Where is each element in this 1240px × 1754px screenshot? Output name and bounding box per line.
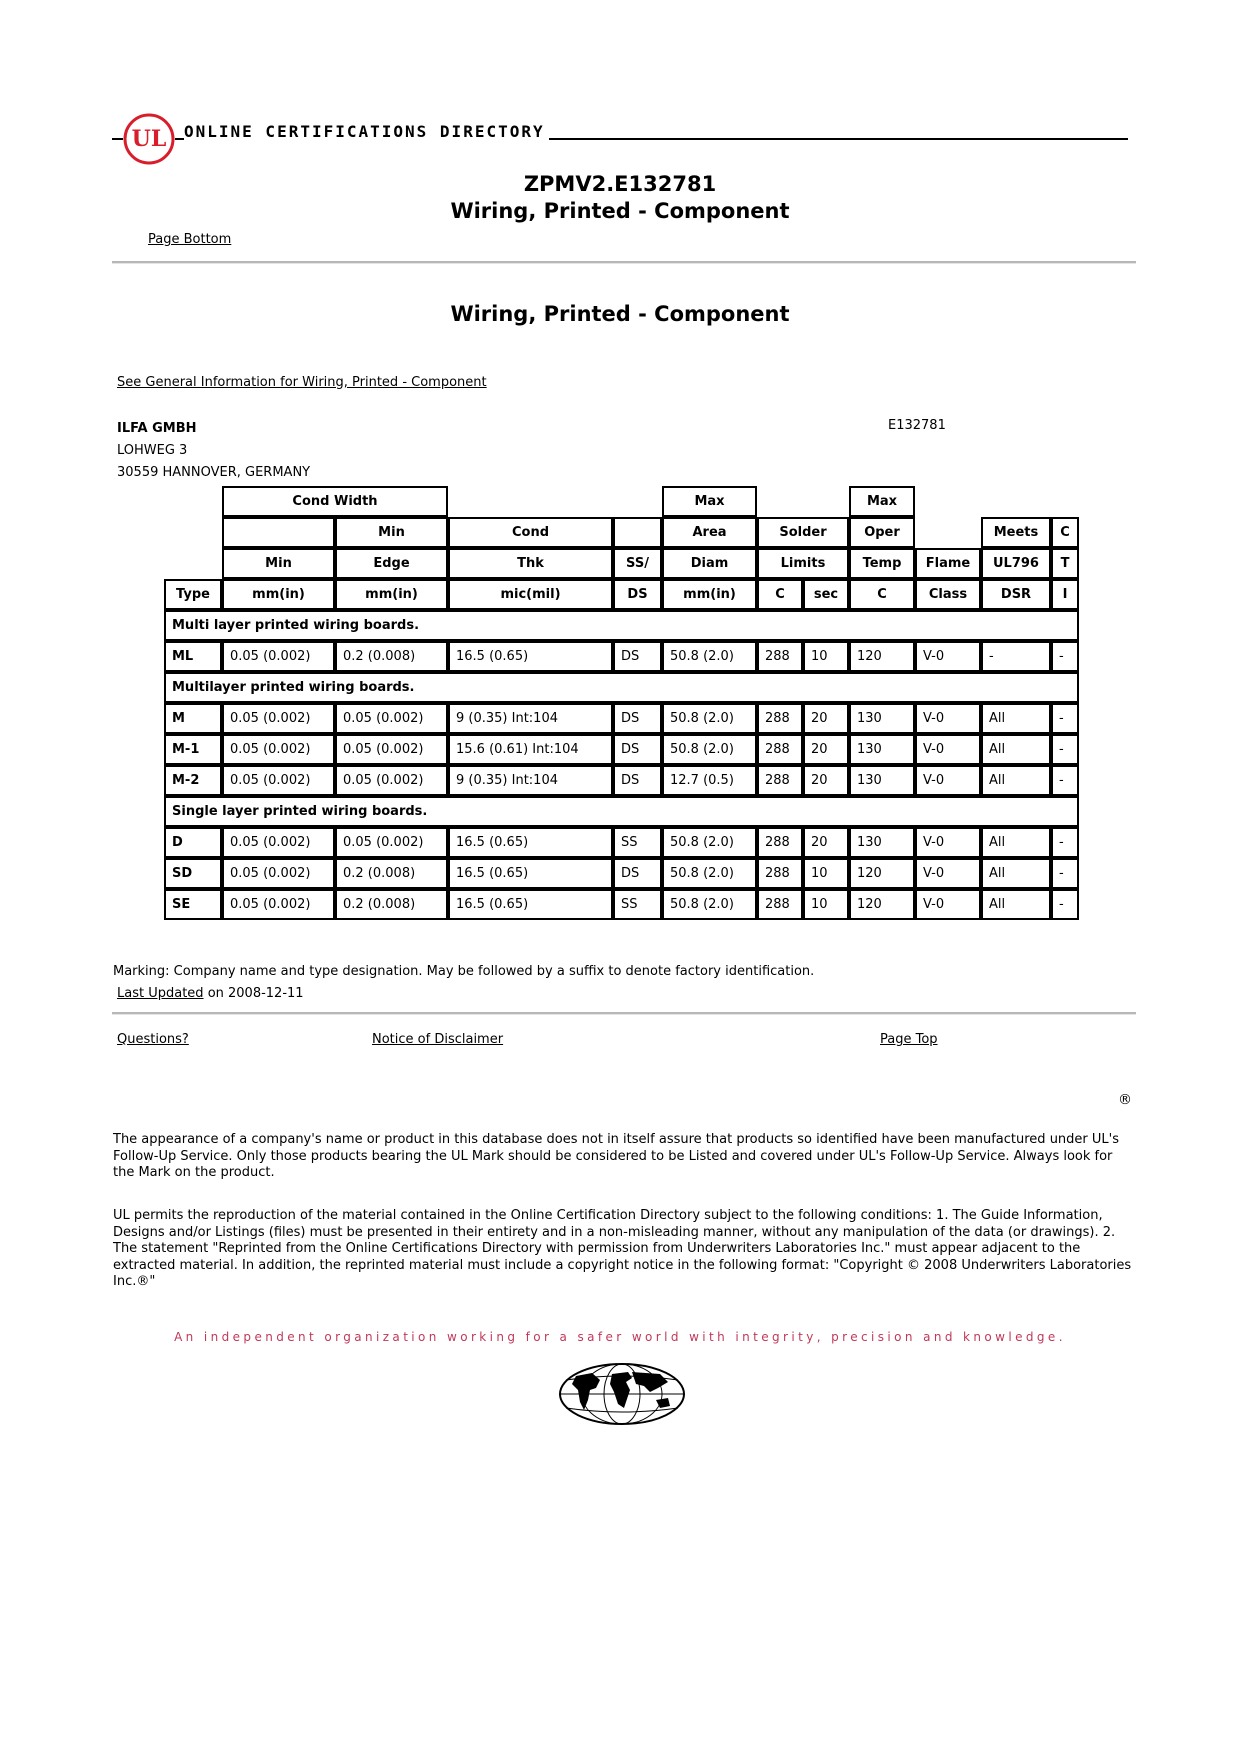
cell-min-width: 0.05 (0.002) — [222, 765, 335, 796]
col-header-mm-diam: mm(in) — [662, 579, 757, 610]
col-header-thk: Thk — [448, 548, 613, 579]
divider-bottom — [112, 1012, 1136, 1015]
cell-min-edge: 0.05 (0.002) — [335, 734, 448, 765]
cell-max-oper-temp: 130 — [849, 765, 915, 796]
cell-meets-ul796: - — [981, 641, 1051, 672]
col-header-i: I — [1051, 579, 1079, 610]
reprint-paragraph: UL permits the reproduction of the material contained in the Online Certification Directory subject to the following conditions: 1. The Guide Information, Designs and/or Listings (files) must be presented in their entirety and in a non-misleading manner, without any manipulation of the data (or drawings). 2. The statement "Reprinted from the Online Certifications Directory with permission from Underwriters Laboratories Inc." must appear adjacent to the extracted material. In addition, the reprinted material must include a copyright notice in the following format: "Copyright © 2008 Underwriters Laboratories Inc.®" — [113, 1208, 1132, 1289]
table-row — [164, 889, 1079, 920]
section-title-cell: Multi layer printed wiring boards. — [164, 610, 1079, 641]
col-header-solder-c: C — [757, 579, 803, 610]
cell-min-edge: 0.2 (0.008) — [335, 858, 448, 889]
cell-solder-c: 288 — [757, 827, 803, 858]
cell-type: M-1 — [164, 734, 222, 765]
col-header-limits: Limits — [757, 548, 849, 579]
cell-type: M — [164, 703, 222, 734]
cell-solder-sec: 20 — [803, 827, 849, 858]
cell-min-edge: 0.05 (0.002) — [335, 765, 448, 796]
cell-solder-c: 288 — [757, 734, 803, 765]
section-row — [164, 610, 1079, 641]
cell-solder-sec: 10 — [803, 858, 849, 889]
col-header-dsr: DSR — [981, 579, 1051, 610]
ul-logo-icon — [122, 112, 176, 166]
section-row — [164, 672, 1079, 703]
col-header-meets: Meets — [981, 517, 1051, 548]
cell-cti: - — [1051, 858, 1079, 889]
cell-meets-ul796: All — [981, 889, 1051, 920]
cell-solder-c: 288 — [757, 703, 803, 734]
cell-cti: - — [1051, 703, 1079, 734]
cell-cti: - — [1051, 641, 1079, 672]
header-row-4 — [164, 579, 1079, 610]
cell-cond-thk: 16.5 (0.65) — [448, 827, 613, 858]
cell-flame-class: V-0 — [915, 889, 981, 920]
cell-min-width: 0.05 (0.002) — [222, 734, 335, 765]
divider-top — [112, 261, 1136, 264]
cell-cond-thk: 16.5 (0.65) — [448, 641, 613, 672]
col-header-mic: mic(mil) — [448, 579, 613, 610]
cell-max-oper-temp: 130 — [849, 734, 915, 765]
cell-min-edge: 0.05 (0.002) — [335, 827, 448, 858]
globe-icon — [558, 1362, 686, 1426]
file-number: E132781 — [888, 418, 946, 433]
cell-max-area-diam: 12.7 (0.5) — [662, 765, 757, 796]
col-header-min: Min — [335, 517, 448, 548]
table-row — [164, 827, 1079, 858]
marking-text: Marking: Company name and type designation. May be followed by a suffix to denote factory identification. — [113, 964, 815, 979]
cell-cti: - — [1051, 889, 1079, 920]
cell-ss-ds: DS — [613, 765, 662, 796]
logo-text: UL — [131, 126, 167, 152]
col-header-diam: Diam — [662, 548, 757, 579]
cell-max-area-diam: 50.8 (2.0) — [662, 703, 757, 734]
cell-solder-sec: 20 — [803, 734, 849, 765]
cell-type: D — [164, 827, 222, 858]
cell-max-oper-temp: 120 — [849, 641, 915, 672]
cell-min-width: 0.05 (0.002) — [222, 827, 335, 858]
questions-link[interactable]: Questions? — [117, 1032, 189, 1047]
cell-cond-thk: 9 (0.35) Int:104 — [448, 703, 613, 734]
col-header-type: Type — [164, 579, 222, 610]
cell-meets-ul796: All — [981, 703, 1051, 734]
col-header-c: C — [1051, 517, 1079, 548]
col-header-min-width: Min — [222, 548, 335, 579]
cell-cond-thk: 16.5 (0.65) — [448, 889, 613, 920]
section-title-cell: Single layer printed wiring boards. — [164, 796, 1079, 827]
col-header-edge: Edge — [335, 548, 448, 579]
cell-max-area-diam: 50.8 (2.0) — [662, 827, 757, 858]
col-header-mm-edge: mm(in) — [335, 579, 448, 610]
cell-ss-ds: DS — [613, 858, 662, 889]
table-row — [164, 641, 1079, 672]
cell-flame-class: V-0 — [915, 641, 981, 672]
cell-meets-ul796: All — [981, 858, 1051, 889]
cell-min-width: 0.05 (0.002) — [222, 889, 335, 920]
table-row — [164, 858, 1079, 889]
cell-cti: - — [1051, 765, 1079, 796]
company-address — [117, 418, 310, 484]
cell-ss-ds: SS — [613, 889, 662, 920]
cell-max-area-diam: 50.8 (2.0) — [662, 889, 757, 920]
section-title: Wiring, Printed - Component — [450, 302, 790, 326]
cell-meets-ul796: All — [981, 765, 1051, 796]
last-updated-link[interactable]: Last Updated — [117, 986, 204, 1001]
cell-min-edge: 0.05 (0.002) — [335, 703, 448, 734]
cell-solder-c: 288 — [757, 641, 803, 672]
cell-solder-c: 288 — [757, 889, 803, 920]
cell-ss-ds: DS — [613, 703, 662, 734]
cell-type: SE — [164, 889, 222, 920]
cell-max-oper-temp: 130 — [849, 703, 915, 734]
last-updated-date: on 2008-12-11 — [207, 986, 304, 1001]
col-header-max-area: Max — [662, 486, 757, 517]
cell-solder-sec: 20 — [803, 703, 849, 734]
col-header-mm-min: mm(in) — [222, 579, 335, 610]
cell-max-oper-temp: 120 — [849, 889, 915, 920]
cell-ss-ds: SS — [613, 827, 662, 858]
cell-solder-c: 288 — [757, 765, 803, 796]
general-info-link[interactable]: See General Information for Wiring, Printed - Component — [117, 375, 487, 390]
disclaimer-link[interactable]: Notice of Disclaimer — [372, 1032, 504, 1047]
listings-table — [164, 486, 1079, 920]
cell-cond-thk: 16.5 (0.65) — [448, 858, 613, 889]
cell-cond-thk: 15.6 (0.61) Int:104 — [448, 734, 613, 765]
col-header-temp-c: C — [849, 579, 915, 610]
cell-meets-ul796: All — [981, 734, 1051, 765]
section-row — [164, 796, 1079, 827]
section-title-cell: Multilayer printed wiring boards. — [164, 672, 1079, 703]
header-row-3 — [164, 548, 1079, 579]
col-header-ul796: UL796 — [981, 548, 1051, 579]
cell-min-width: 0.05 (0.002) — [222, 641, 335, 672]
cell-min-width: 0.05 (0.002) — [222, 858, 335, 889]
col-header-cond: Cond — [448, 517, 613, 548]
page-top-link[interactable]: Page Top — [880, 1032, 938, 1047]
col-header-class: Class — [915, 579, 981, 610]
col-header-cond-width: Cond Width — [222, 486, 448, 517]
cell-type: M-2 — [164, 765, 222, 796]
col-header-ds: DS — [613, 579, 662, 610]
col-header-temp: Temp — [849, 548, 915, 579]
col-header-flame: Flame — [915, 548, 981, 579]
col-header-max-oper: Max — [849, 486, 915, 517]
page-bottom-link[interactable]: Page Bottom — [148, 232, 232, 247]
registered-mark: ® — [1118, 1092, 1132, 1108]
document-title: Wiring, Printed - Component — [450, 199, 790, 223]
page-header — [112, 108, 1128, 168]
cell-solder-c: 288 — [757, 858, 803, 889]
cell-max-oper-temp: 120 — [849, 858, 915, 889]
cell-min-edge: 0.2 (0.008) — [335, 641, 448, 672]
cell-flame-class: V-0 — [915, 827, 981, 858]
col-header-ss: SS/ — [613, 548, 662, 579]
cell-min-edge: 0.2 (0.008) — [335, 889, 448, 920]
cell-flame-class: V-0 — [915, 703, 981, 734]
col-header-t: T — [1051, 548, 1079, 579]
header-row-1 — [164, 486, 1079, 517]
cell-max-oper-temp: 130 — [849, 827, 915, 858]
cell-cti: - — [1051, 734, 1079, 765]
tagline: An independent organization working for a safer world with integrity, precision and knowledge. — [174, 1330, 1066, 1344]
cell-flame-class: V-0 — [915, 858, 981, 889]
cell-flame-class: V-0 — [915, 734, 981, 765]
cell-ss-ds: DS — [613, 734, 662, 765]
company-city: 30559 HANNOVER, GERMANY — [117, 465, 311, 480]
company-street: LOHWEG 3 — [117, 443, 188, 458]
cell-type: SD — [164, 858, 222, 889]
cell-max-area-diam: 50.8 (2.0) — [662, 734, 757, 765]
cell-flame-class: V-0 — [915, 765, 981, 796]
cell-solder-sec: 10 — [803, 889, 849, 920]
cell-type: ML — [164, 641, 222, 672]
col-header-area: Area — [662, 517, 757, 548]
header-row-2 — [164, 517, 1079, 548]
cell-ss-ds: DS — [613, 641, 662, 672]
table-row — [164, 765, 1079, 796]
document-code: ZPMV2.E132781 — [523, 172, 717, 196]
disclaimer-paragraph: The appearance of a company's name or product in this database does not in itself assure that products so identified have been manufactured under UL's Follow-Up Service. Only those products bearing the UL Mark should be considered to be Listed and covered under UL's Follow-Up Service. Always look for the Mark on the product. — [113, 1132, 1120, 1180]
last-updated — [117, 986, 304, 1001]
cell-solder-sec: 10 — [803, 641, 849, 672]
col-header-oper: Oper — [849, 517, 915, 548]
cell-min-width: 0.05 (0.002) — [222, 703, 335, 734]
col-header-solder: Solder — [757, 517, 849, 548]
col-header-sec: sec — [803, 579, 849, 610]
table-row — [164, 703, 1079, 734]
cell-cond-thk: 9 (0.35) Int:104 — [448, 765, 613, 796]
brand-title: ONLINE CERTIFICATIONS DIRECTORY — [184, 122, 549, 141]
cell-max-area-diam: 50.8 (2.0) — [662, 641, 757, 672]
cell-max-area-diam: 50.8 (2.0) — [662, 858, 757, 889]
cell-solder-sec: 20 — [803, 765, 849, 796]
cell-cti: - — [1051, 827, 1079, 858]
cell-meets-ul796: All — [981, 827, 1051, 858]
company-name: ILFA GMBH — [117, 421, 197, 436]
table-row — [164, 734, 1079, 765]
